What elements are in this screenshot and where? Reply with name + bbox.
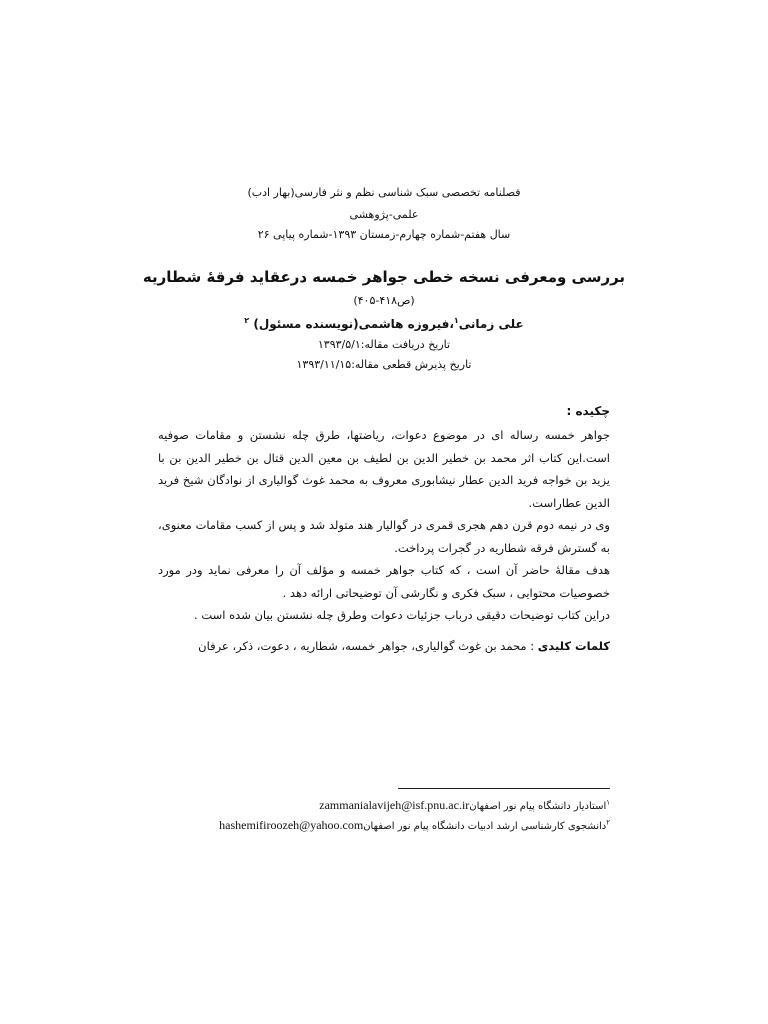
author-2-footnote-mark: ۲ bbox=[244, 316, 250, 325]
article-title: بررسی ومعرفی نسخه خطی جواهر خمسه درعقاید فرقهٔ شطاریه bbox=[142, 268, 626, 286]
footnote-2 bbox=[219, 818, 610, 833]
author-1-footnote-mark: ۱ bbox=[453, 316, 459, 325]
footnote-2-text: دانشجوی کارشناسی ارشد ادبیات دانشگاه پیام نور اصفهان bbox=[363, 821, 607, 832]
footnote-1-email: zammanialavijeh@isf.pnu.ac.ir bbox=[319, 798, 470, 812]
abstract-paragraph-1: جواهر خمسه رساله ای در موضوع دعوات، ریاضتها، طرق چله نشستن و مقامات صوفیه است.این کتاب اثر محمد بن خطیر الدین بن لطیف بن معین الدین قتال بن خطیر الدین بن با یزید بن خواجه فرید الدین عطار نیشابوری معروف به محمد غوث گوالیاری از نوادگان شیخ فرید الدین عطاراست. bbox=[158, 428, 610, 510]
abstract-paragraph-4: دراین کتاب توضیحات دقیقی درباب جزئیات دعوات وطرق چله نشستن بیان شده است . bbox=[194, 608, 610, 622]
abstract-heading: چکیده : bbox=[566, 404, 610, 418]
author-separator: ، bbox=[449, 317, 454, 331]
author-2: فیروزه هاشمی(نویسنده مسئول) bbox=[253, 317, 450, 331]
abstract-body bbox=[158, 424, 610, 627]
abstract-paragraph-2: وی در نیمه دوم قرن دهم هجری قمری در گوالیار هند متولد شد و پس از کسب مقامات معنوی، به گسترش فرقه شطاریه در گجرات پرداخت. bbox=[158, 518, 610, 555]
authors-line bbox=[0, 316, 768, 331]
footnote-2-email: hashemifiroozeh@yahoo.com bbox=[219, 818, 364, 832]
keywords-list: : محمد بن غوث گوالیاری، جواهر خمسه، شطاریه ، دعوت، ذکر، عرفان bbox=[198, 639, 538, 653]
footnote-1-text: استادیار دانشگاه پیام نور اصفهان bbox=[469, 801, 607, 812]
abstract-paragraph-3: هدف مقالهٔ حاضر آن است ، که کتاب جواهر خمسه و مؤلف آن را معرفی نماید ودر مورد خصوصیات محتوایی ، سبک فکری و نگارشی آن توضیحاتی ارائه دهد . bbox=[158, 563, 610, 600]
page-range: (ص۴۱۸-۴۰۵) bbox=[353, 294, 415, 307]
keywords bbox=[158, 639, 610, 653]
accepted-date: تاریخ پذیرش قطعی مقاله:۱۳۹۳/۱۱/۱۵ bbox=[296, 358, 472, 371]
received-date: تاریخ دریافت مقاله:۱۳۹۳/۵/۱ bbox=[317, 338, 451, 351]
footnote-2-number: ۲ bbox=[606, 818, 610, 827]
journal-type: علمی-پژوهشی bbox=[349, 208, 419, 221]
keywords-label: کلمات کلیدی bbox=[537, 639, 610, 653]
author-1: علی زمانی bbox=[458, 317, 524, 331]
footnote-1 bbox=[319, 798, 610, 813]
footnote-1-number: ۱ bbox=[606, 798, 610, 807]
footnote-divider bbox=[398, 788, 610, 789]
journal-issue: سال هفتم-شماره چهارم-زمستان ۱۳۹۳-شماره پیاپی ۲۶ bbox=[257, 228, 511, 241]
journal-name: فصلنامه تخصصی سبک شناسی نظم و نثر فارسی(بهار ادب) bbox=[247, 186, 521, 199]
